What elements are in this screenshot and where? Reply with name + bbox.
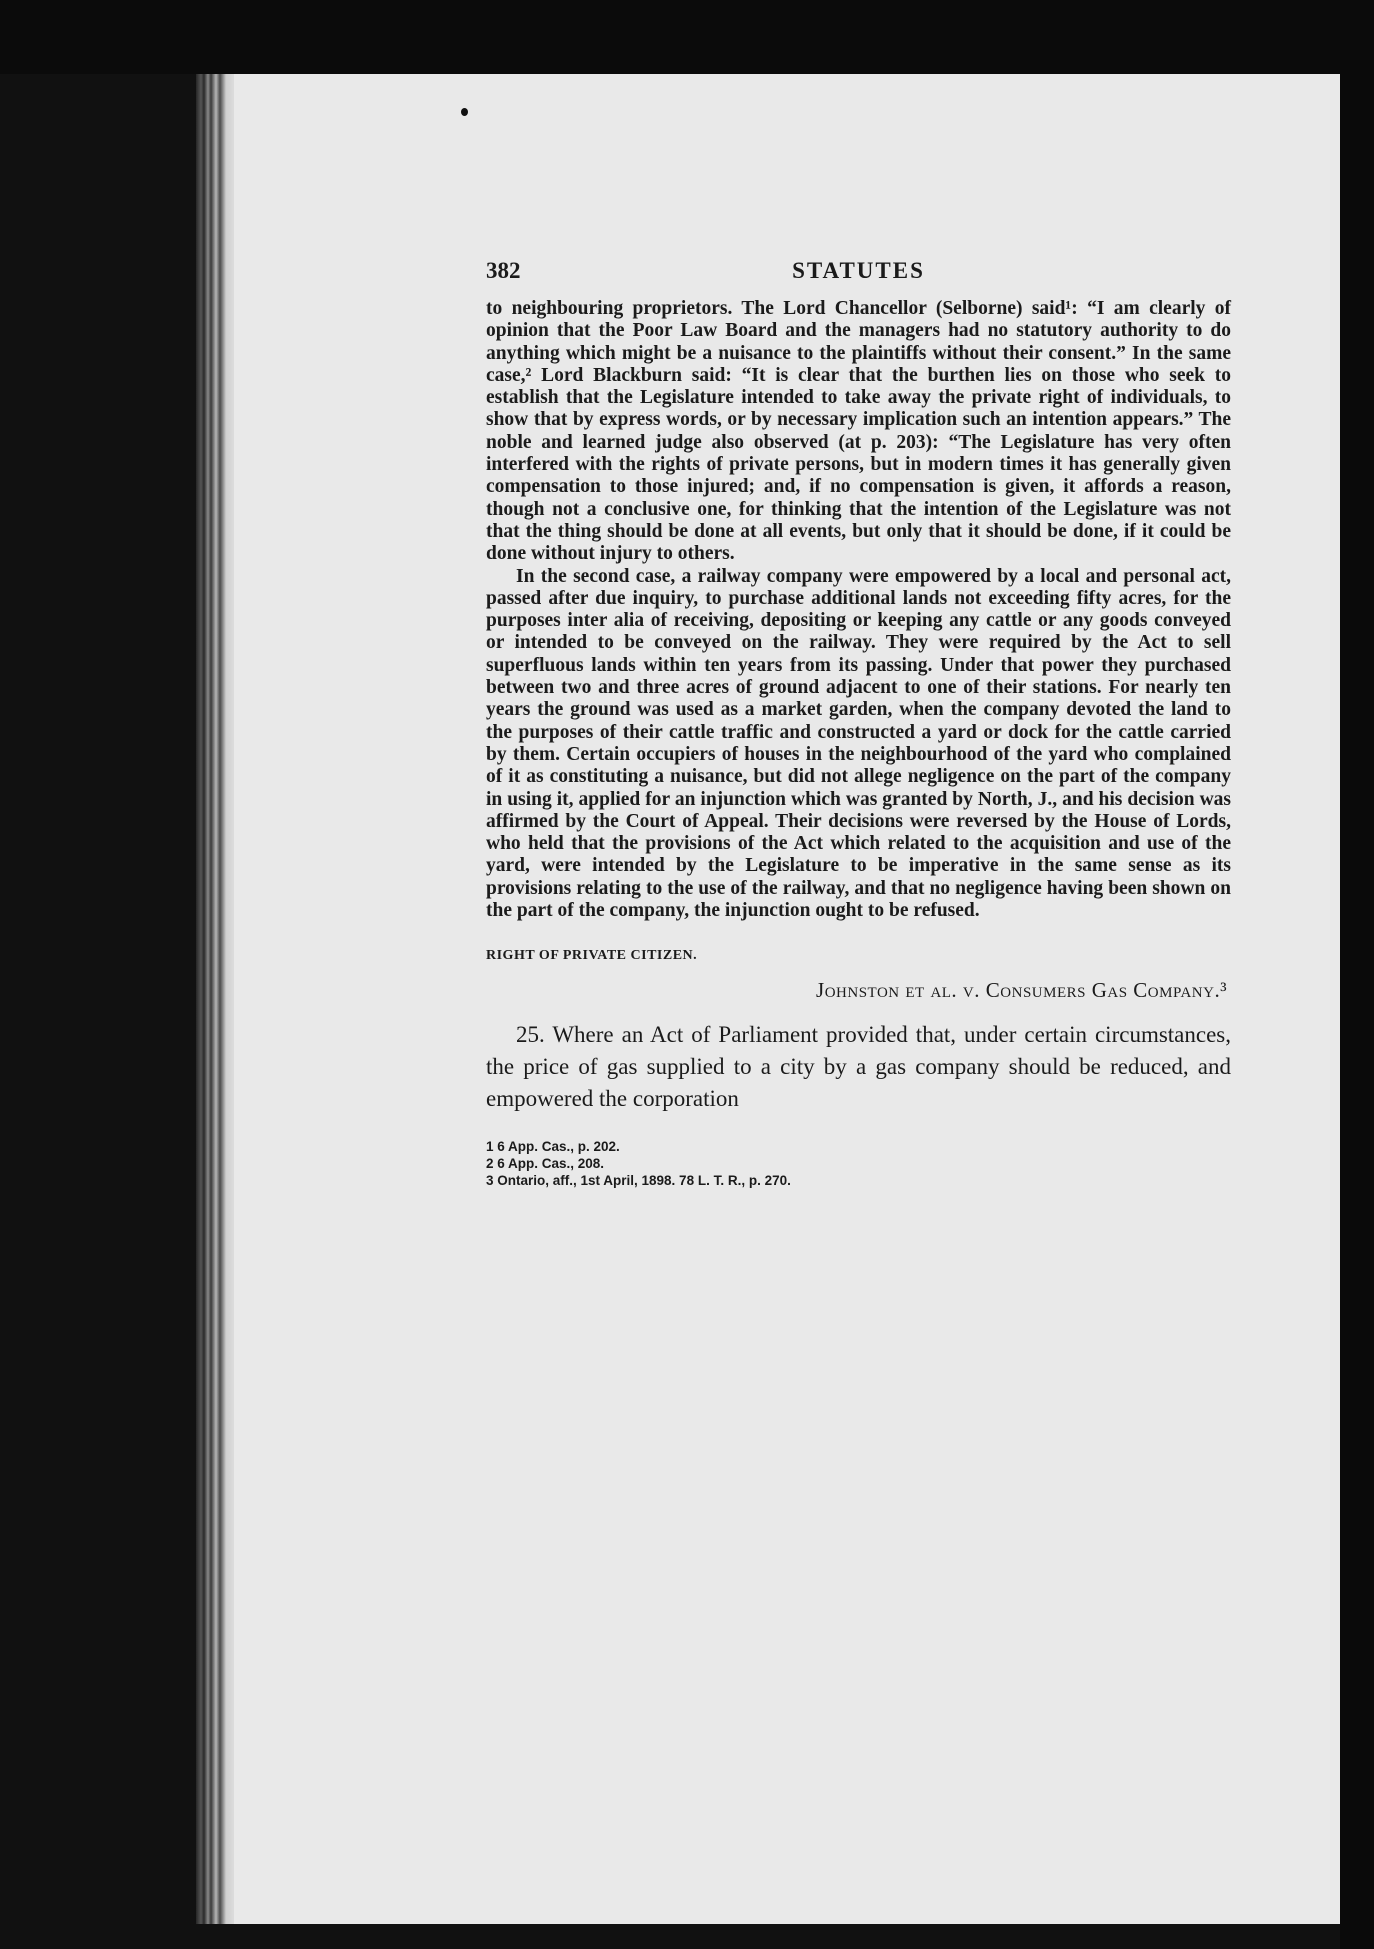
case-title: Johnston et al. v. Consumers Gas Company.³ — [816, 978, 1227, 1003]
paragraph-continued: to neighbouring proprietors. The Lord Chancellor (Selborne) said¹: “I am clearly of opinion that the Poor Law Board and the managers had no statutory authority to do anything which might be a nuisance to the plaintiffs without their consent.” In the same case,² Lord Blackburn said: “It is clear that the burthen lies on those who seek to establish that the Legislature intended to take away the private right of individuals, to show that by express words, or by necessary implication such an intention appears.” The noble and learned judge also observed (at p. 203): “The Legislature has very often interfered with the rights of private persons, but in modern times it has generally given compensation to those injured; and, if no compensation is given, it affords a reason, though not a conclusive one, for thinking that the intention of the Legislature was not that the thing should be done at all events, but only that it should be done, if it could be done without injury to others. — [486, 298, 1231, 565]
page-number: 382 — [486, 258, 521, 283]
page-text-block — [486, 258, 1231, 1189]
section-heading: RIGHT OF PRIVATE CITIZEN. — [486, 948, 698, 964]
page-header — [486, 258, 1231, 298]
paragraph-25: 25. Where an Act of Parliament provided that, under certain circumstances, the price of gas supplied to a city by a gas company should be reduced, and empowered the corporation — [486, 1022, 1231, 1112]
running-head: STATUTES — [792, 258, 925, 283]
footnote-3: 3 Ontario, aff., 1st April, 1898. 78 L. T. R., p. 270. — [486, 1173, 791, 1189]
footnotes — [486, 1138, 1231, 1189]
ink-speck — [461, 108, 468, 116]
footnote-2: 2 6 App. Cas., 208. — [486, 1156, 605, 1172]
book-binding-edge — [196, 74, 234, 1924]
footnote-1: 1 6 App. Cas., p. 202. — [486, 1139, 620, 1155]
scan-top-margin — [0, 0, 1374, 74]
paragraph-second-case: In the second case, a railway company were empowered by a local and personal act, passed after due inquiry, to purchase additional lands not exceeding fifty acres, for the purposes inter alia of receiving, depositing or keeping any cattle or any goods conveyed or intended to be conveyed on the railway. They were required by the Act to sell superfluous lands within ten years from its passing. Under that power they purchased between two and three acres of ground adjacent to one of their stations. For nearly ten years the ground was used as a market garden, when the company devoted the land to the purposes of their cattle traffic and constructed a yard or dock for the cattle carried by them. Certain occupiers of houses in the neighbourhood of the yard who complained of it as constituting a nuisance, but did not allege negligence on the part of the company in using it, applied for an injunction which was granted by North, J., and his decision was affirmed by the Court of Appeal. Their decisions were reversed by the House of Lords, who held that the provisions of the Act which related to the acquisition and use of the yard, were intended by the Legislature to be imperative in the same sense as its provisions relating to the use of the railway, and that no negligence having been shown on the part of the company, the injunction ought to be refused. — [486, 565, 1231, 922]
scan-right-margin — [1340, 60, 1374, 1949]
